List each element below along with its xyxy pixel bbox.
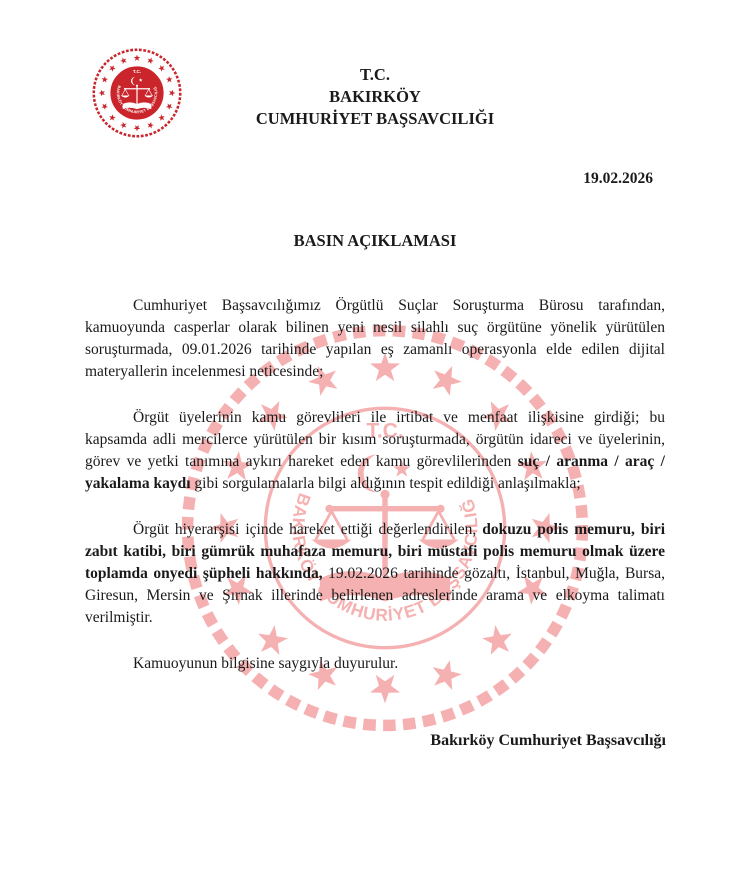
letterhead-tc: T.C. [360, 65, 390, 84]
press-release-title: BASIN AÇIKLAMASI [293, 231, 457, 250]
letterhead-city: BAKIRKÖY [329, 87, 421, 106]
letterhead-office: CUMHURİYET BAŞSAVCILIĞI [255, 109, 495, 128]
paragraph: Cumhuriyet Başsavcılığımız Örgütlü Suçlar Soruşturma Bürosu tarafından, kamuoyunda casperlar olarak bilinen yeni nesil silahlı suç örgütüne yönelik yürütülen soruşturmada, 09.01.2026 tarihinde yapılan eş zamanlı operasyonla elde edilen dijital materyallerin incelenmesi neticesinde; [85, 297, 665, 380]
paragraph: Kamuoyunun bilgisine saygıyla duyurulur. [133, 655, 399, 672]
signature: Bakırköy Cumhuriyet Başsavcılığı [430, 732, 666, 749]
paragraph: Örgüt hiyerarşisi içinde hareket ettiği değerlendirilen, dokuzu polis memuru, biri zabıt katibi, biri gümrük muhafaza memuru, biri müstafi polis memuru olmak üzere toplamda onyedi şüpheli hakkında, 19.02.2026 tarihinde gözaltı, İstanbul, Muğla, Bursa, Giresun, Mersin ve Şırnak illerinde belirlenen adreslerinde arama ve elkoyma talimatı verilmiştir. [85, 521, 666, 626]
prosecutor-office-emblem [91, 47, 183, 139]
body-paragraphs [85, 295, 665, 675]
document-date: 19.02.2026 [583, 170, 653, 187]
paragraph: Örgüt üyelerinin kamu görevlileri ile irtibat ve menfaat ilişkisine girdiği; bu kapsamda adli mercilerce yürütülen bir kısım soruşturmada, örgütün idareci ve üyelerinin, görev ve yetki tanımına aykırı hareket eden kamu görevlilerinden suç / aranma / araç / yakalama kaydı gibi sorgulamalarla bilgi aldığının tespit edildiği anlaşılmakla; [85, 409, 665, 492]
